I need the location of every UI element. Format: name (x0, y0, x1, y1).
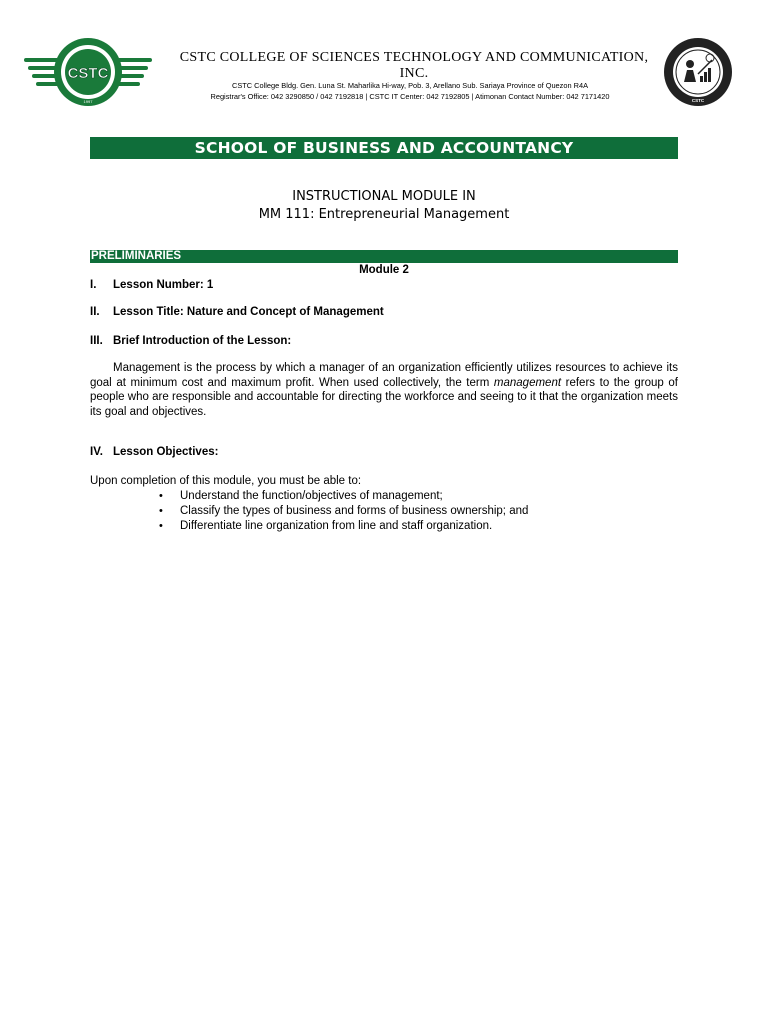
objectives-lead: Upon completion of this module, you must be able to: (90, 475, 362, 487)
objective-text: Understand the function/objectives of management; (180, 490, 443, 502)
section-numeral: III. (90, 335, 103, 347)
cstc-logo-year: 1997 (83, 99, 93, 104)
objectives-heading (90, 446, 218, 459)
objectives-list (90, 489, 678, 534)
intro-text-part2: refers to the group of people who are responsible and accountable for directing the workforce and seeing to it that the organization meets its goal and objectives. (90, 376, 678, 418)
business-logo-bottom: CSTC (691, 98, 705, 103)
list-item (90, 504, 678, 519)
intro-paragraph (90, 361, 678, 419)
intro-emphasis: management (493, 376, 562, 389)
institution-address (160, 80, 660, 102)
lesson-title-heading (90, 306, 384, 319)
business-school-logo (660, 36, 736, 108)
bullet-icon: • (159, 490, 163, 502)
institution-name: CSTC COLLEGE OF SCIENCES TECHNOLOGY AND COMMUNICATION, INC. (179, 50, 649, 81)
person-icon (686, 60, 694, 68)
bullet-icon: • (159, 505, 163, 517)
bullet-icon: • (159, 520, 163, 532)
module-title-line2: MM 111: Entrepreneurial Management (258, 207, 510, 222)
list-item (90, 519, 678, 534)
section-numeral: IV. (90, 446, 104, 458)
module-title (90, 188, 678, 224)
module-number: Module 2 (359, 264, 409, 276)
school-banner: SCHOOL OF BUSINESS AND ACCOUNTANCY (90, 137, 678, 159)
section-label: Lesson Number: 1 (113, 279, 214, 291)
section-label: Lesson Objectives: (113, 446, 219, 458)
cstc-logo (22, 36, 154, 108)
preliminaries-bar: PRELIMINARIES (90, 250, 678, 263)
section-label: Brief Introduction of the Lesson: (113, 335, 292, 347)
contact-line: Registrar's Office: 042 3290850 / 042 7192818 | CSTC IT Center: 042 7192805 | Atimonan Contact Number: 042 7171420 (210, 92, 610, 101)
objective-text: Differentiate line organization from line and staff organization. (180, 520, 493, 532)
lesson-number-heading (90, 279, 213, 292)
objective-text: Classify the types of business and forms of business ownership; and (180, 505, 529, 517)
intro-heading (90, 335, 291, 348)
address-line: CSTC College Bldg. Gen. Luna St. Maharlika Hi-way, Pob. 3, Arellano Sub. Sariaya Province of Quezon R4A (231, 81, 589, 90)
section-label: Lesson Title: Nature and Concept of Management (113, 306, 384, 318)
module-title-line1: INSTRUCTIONAL MODULE IN (292, 189, 476, 204)
intro-text-part1: Management is the process by which a manager of an organization efficiently utilizes resources to achieve its goal at minimum cost and maximum profit. When used collectively, the term (90, 362, 678, 389)
section-numeral: I. (90, 279, 97, 291)
cstc-logo-text: CSTC (67, 65, 109, 82)
list-item (90, 489, 678, 504)
section-numeral: II. (90, 306, 100, 318)
